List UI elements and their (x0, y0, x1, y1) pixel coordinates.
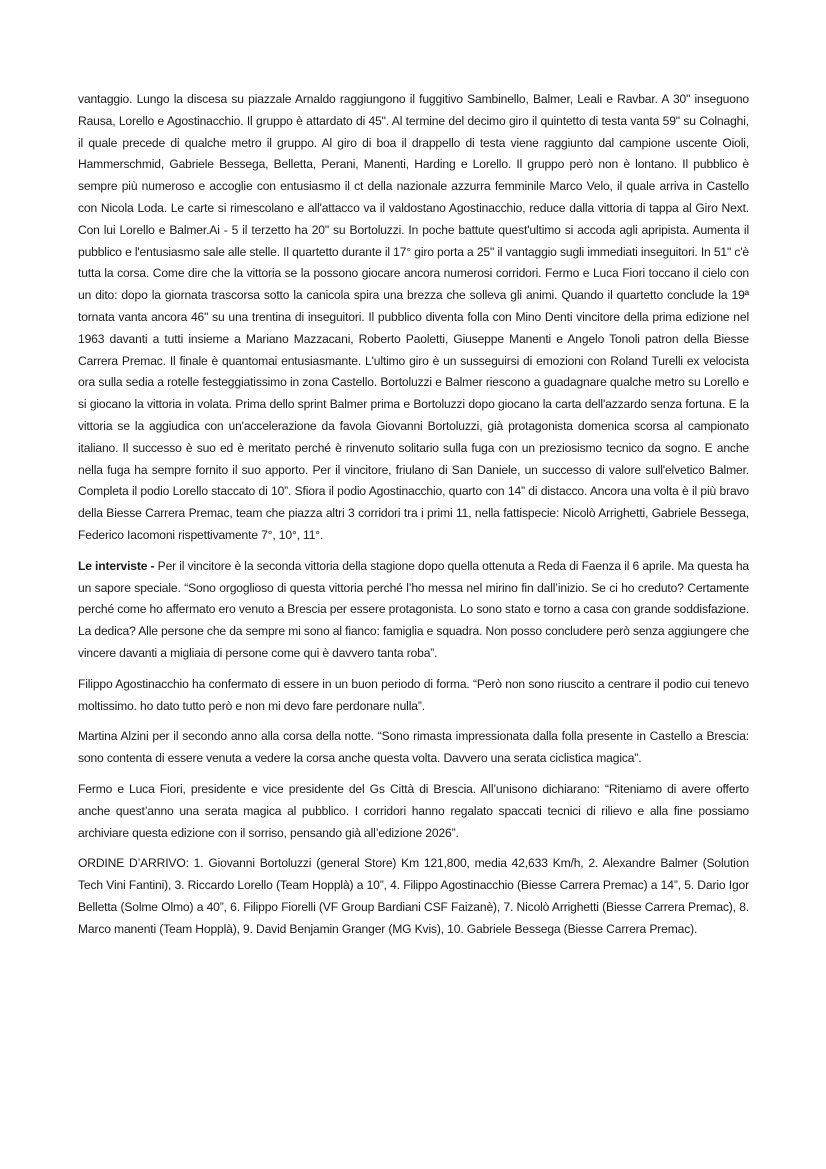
agostinacchio-quote-paragraph: Filippo Agostinacchio ha confermato di essere in un buon periodo di forma. “Però non sono riuscito a centrare il podio cui tenevo moltissimo. ho dato tutto però e non mi devo fare perdonare nulla”. (78, 676, 749, 713)
fiori-quote-paragraph: Fermo e Luca Fiori, presidente e vice presidente del Gs Città di Brescia. All’unisono dichiarano: “Riteniamo di avere offerto anche quest’anno una serata magica al pubblico. I corridori hanno regalato spaccati tecnici di rilievo e alla fine possiamo archiviare questa edizione con il sorriso, pensando già all’edizione 2026”. (78, 781, 749, 840)
arrival-order-paragraph: ORDINE D’ARRIVO: 1. Giovanni Bortoluzzi (general Store) Km 121,800, media 42,633 Km/h, 2. Alexandre Balmer (Solution Tech Vini Fantini), 3. Riccardo Lorello (Team Hopplà) a 10”, 4. Filippo Agostinacchio (Biesse Carrera Premac) a 14”, 5. Dario Igor Belletta (Solme Olmo) a 40”, 6. Filippo Fiorelli (VF Group Bardiani CSF Faizanè), 7. Nicolò Arrighetti (Biesse Carrera Premac), 8. Marco manenti (Team Hopplà), 9. David Benjamin Granger (MG Kvis), 10. Gabriele Bessega (Biesse Carrera Premac). (78, 856, 749, 936)
alzini-quote-paragraph: Martina Alzini per il secondo anno alla corsa della notte. “Sono rimasta impressionata dalla folla presente in Castello a Brescia: sono contenta di essere venuta a vedere la corsa anche questa volta. Davvero una serata ciclistica magica”. (78, 729, 749, 766)
interviews-heading: Le interviste - (78, 558, 158, 573)
race-report-paragraph: vantaggio. Lungo la discesa su piazzale Arnaldo raggiungono il fuggitivo Sambinello, Balmer, Leali e Ravbar. A 30" inseguono Rausa, Lorello e Agostinacchio. Il gruppo è attardato di 45". Al termine del decimo giro il quintetto di testa vanta 59" su Colnaghi, il quale precede di qualche metro il gruppo. Al giro di boa il drappello di testa viene raggiunto dal campione uscente Oioli, Hammerschmid, Gabriele Bessega, Belletta, Perani, Manenti, Harding e Lorello. Il gruppo però non è lontano. Il pubblico è sempre più numeroso e accoglie con entusiasmo il ct della nazionale azzurra femminile Marco Velo, il quale arriva in Castello con Nicola Loda. Le carte si rimescolano e all'attacco va il valdostano Agostinacchio, reduce dalla vittoria di tappa al Giro Next. Con lui Lorello e Balmer.Ai - 5 il terzetto ha 20" su Bortoluzzi. In poche battute quest'ultimo si accoda agli apripista. Aumenta il pubblico e l'entusiasmo sale alle stelle. Il quartetto durante il 17° giro porta a 25" il vantaggio sugli immediati inseguitori. In 51" c'è tutta la corsa. Come dire che la vittoria se la possono giocare ancora numerosi corridori. Fermo e Luca Fiori toccano il cielo con un dito: dopo la giornata trascorsa sotto la canicola spira una brezza che solleva gli animi. Quando il quartetto conclude la 19ª tornata vanta ancora 46" su una trentina di inseguitori. Il pubblico diventa folla con Mino Denti vincitore della prima edizione nel 1963 davanti a tutti insieme a Mariano Mazzacani, Roberto Paoletti, Giuseppe Manenti e Angelo Tonoli patron della Biesse Carrera Premac. Il finale è quantomai entusiasmante. L'ultimo giro è un susseguirsi di emozioni con Roland Turelli ex velocista ora sulla sedia a rotelle festeggiatissimo in zona Castello. Bortoluzzi e Balmer riescono a guadagnare qualche metro su Lorello e si giocano la vittoria in volata. Prima dello sprint Balmer prima e Bortoluzzi dopo giocano la carta dell'azzardo senza fortuna. E la vittoria se la aggiudica con un'accelerazione da favola Giovanni Bortoluzzi, già protagonista domenica scorsa al campionato italiano. Il successo è suo ed è meritato perché è rinvenuto solitario sulla fuga con un preziosismo tecnico da sogno. E anche nella fuga ha sempre fornito il suo apporto. Per il vincitore, friulano di San Daniele, un successo di valore sull'elvetico Balmer. Completa il podio Lorello staccato di 10”. Sfiora il podio Agostinacchio, quarto con 14” di distacco. Ancora una volta è il più bravo della Biesse Carrera Premac, team che piazza altri 3 corridori tra i primi 11, nella fattispecie: Nicolò Arrighetti, Gabriele Bessega, Federico Iacomoni rispettivamente 7°, 10°, 11°. (78, 92, 749, 542)
interviews-text: Per il vincitore è la seconda vittoria della stagione dopo quella ottenuta a Reda di Faenza il 6 aprile. Ma questa ha un sapore speciale. “Sono orgoglioso di questa vittoria perché l’ho messa nel mirino fin dall’inizio. Se ci ho creduto? Certamente perché come ho affermato ero venuto a Brescia per essere protagonista. Lo sono stato e torno a casa con grande soddisfazione. La dedica? Alle persone che da sempre mi sono al fianco: famiglia e squadra. Non posso concludere però senza aggiungere che vincere davanti a migliaia di persone come qui è davvero tanta roba”. (78, 558, 749, 660)
document-page (78, 89, 749, 949)
interviews-paragraph (78, 556, 749, 665)
